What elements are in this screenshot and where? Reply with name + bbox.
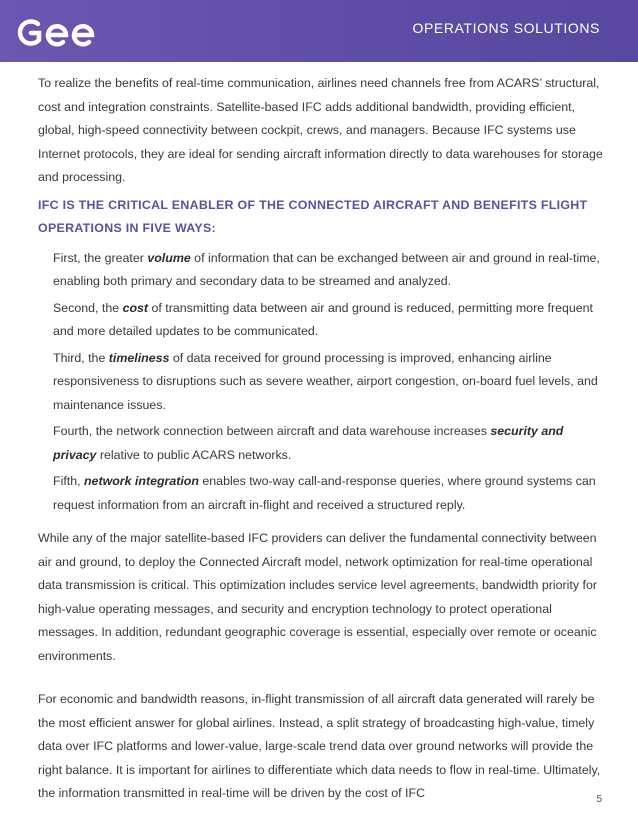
split-strategy-paragraph: For economic and bandwidth reasons, in-flight transmission of all aircraft data generated will rarely be the most efficient answer for global airlines. Instead, a split strategy of broadcasting high-value, timely data over IFC platforms and lower-value, large-scale trend data over ground networks will provide the right balance. It is important for airlines to differentiate which data needs to flow in real-time. Ultimately, the information transmitted in real-time will be driven by the cost of IFC xyxy=(38,692,601,800)
lead-heading: IFC IS THE CRITICAL ENABLER OF THE CONNECTED AIRCRAFT AND BENEFITS FLIGHT OPERATIONS IN FIVE WAYS: xyxy=(38,197,588,235)
logo-text: GEE xyxy=(14,12,17,13)
way-item: Second, the cost of transmitting data between air and ground is reduced, permitting more frequent and more detailed updates to be communicated. xyxy=(53,300,594,338)
way-item: Fifth, network integration enables two-way call-and-response queries, where ground systems can request information from an aircraft in-flight and received a structured reply. xyxy=(53,474,596,512)
page-body xyxy=(38,72,604,806)
intro-paragraph: To realize the benefits of real-time communication, airlines need channels free from ACARS’ structural, cost and integration constraints. Satellite-based IFC adds additional bandwidth, providing efficient, global, high-speed connectivity between cockpit, crews, and managers. Because IFC systems use Internet protocols, they are ideal for sending aircraft information directly to data warehouses for storage and processing. xyxy=(38,76,603,184)
page-header xyxy=(0,0,638,62)
way-keyword: cost xyxy=(122,300,149,315)
connectivity-paragraph: While any of the major satellite-based IFC providers can deliver the fundamental connectivity between air and ground, to deploy the Connected Aircraft model, network optimization for real-time operational data transmission is critical. This optimization includes service level agreements, bandwidth priority for high-value operating messages, and security and encryption technology to protect operational messages. In addition, redundant geographic coverage is essential, especially over remote or oceanic environments. xyxy=(38,531,597,663)
section-title: OPERATIONS SOLUTIONS xyxy=(412,20,600,36)
five-ways-list xyxy=(38,247,604,518)
gee-logo xyxy=(14,12,104,52)
way-keyword: volume xyxy=(147,250,191,265)
way-keyword: timeliness xyxy=(108,350,170,365)
way-item: First, the greater volume of information that can be exchanged between air and ground in real-time, enabling both primary and secondary data to be streamed and analyzed. xyxy=(53,250,600,288)
way-item: Fourth, the network connection between aircraft and data warehouse increases security and privacy relative to public ACARS networks. xyxy=(53,424,564,462)
way-item: Third, the timeliness of data received for ground processing is improved, enhancing airline responsiveness to disruptions such as severe weather, airport congestion, on-board fuel levels, and maintenance issues. xyxy=(53,350,598,412)
way-keyword: network integration xyxy=(83,474,199,488)
page-number: 5 xyxy=(596,794,602,805)
way-keyword: security and privacy xyxy=(53,424,564,462)
